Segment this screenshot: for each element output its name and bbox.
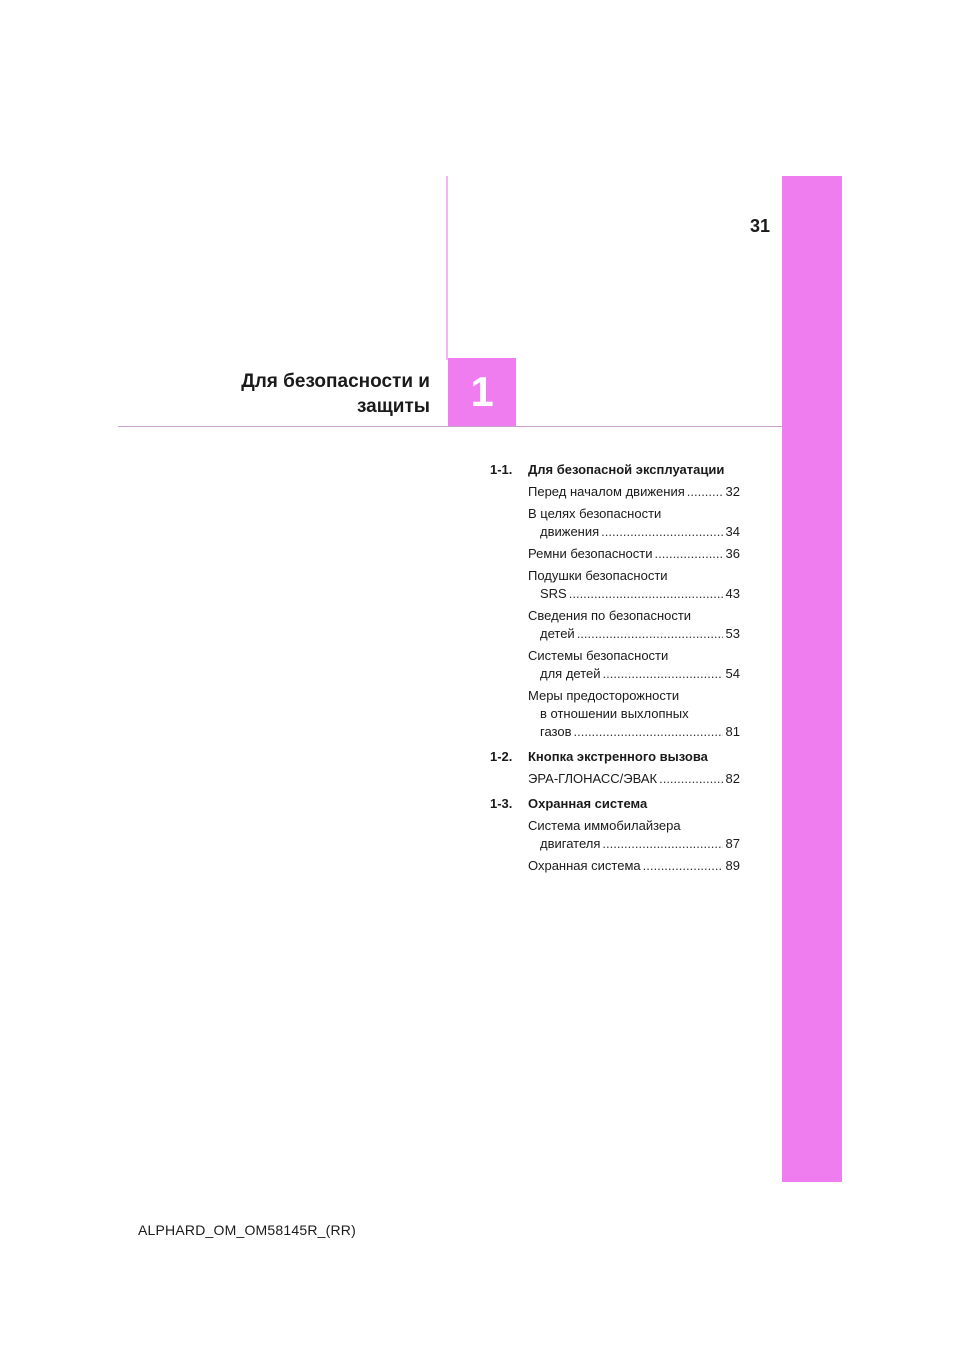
chapter-title: [241, 369, 430, 419]
toc-leader-dots: [574, 723, 723, 741]
toc-entry-title: для детей: [540, 666, 601, 681]
toc-entry-title: Ремни безопасности: [528, 546, 653, 561]
toc-section-heading[interactable]: [490, 461, 740, 479]
toc-entry-title: SRS: [540, 586, 567, 601]
toc-entry[interactable]: [528, 567, 740, 603]
toc-entry[interactable]: [528, 770, 740, 788]
toc-entry-page: 87: [725, 836, 740, 851]
toc-leader-dots: [569, 585, 723, 603]
toc-entry-page: 53: [725, 626, 740, 641]
toc-entry-line: В целях безопасности: [528, 506, 662, 521]
toc-entry-title: детей: [540, 626, 575, 641]
toc-entry-title: двигателя: [540, 836, 601, 851]
chapter-number-tab: [448, 358, 516, 426]
toc-section-heading[interactable]: [490, 795, 740, 813]
table-of-contents: [490, 461, 740, 875]
toc-leader-dots: [687, 483, 723, 501]
toc-entry-page: 32: [725, 484, 740, 499]
toc-entry[interactable]: [528, 545, 740, 563]
toc-section-heading[interactable]: [490, 748, 740, 766]
toc-leader-dots: [659, 770, 722, 788]
toc-entry-line: Меры предосторожности: [528, 688, 680, 703]
toc-section-number: 1-1.: [490, 462, 513, 477]
toc-leader-dots: [603, 665, 723, 683]
document-footer-code: ALPHARD_OM_OM58145R_(RR): [138, 1222, 356, 1238]
toc-leader-dots: [602, 835, 722, 853]
horizontal-divider: [118, 426, 782, 427]
toc-entry-title: движения: [540, 524, 600, 539]
toc-entry-title: ЭРА-ГЛОНАСС/ЭВАК: [528, 771, 658, 786]
toc-entry[interactable]: [528, 857, 740, 875]
vertical-divider: [446, 176, 448, 360]
toc-section-title: Для безопасной эксплуатации: [528, 462, 725, 477]
toc-section-title: Охранная система: [528, 796, 648, 811]
toc-entry[interactable]: [528, 817, 740, 853]
toc-entry-page: 43: [725, 586, 740, 601]
toc-entry-title: газов: [540, 724, 572, 739]
toc-entry-list: [490, 483, 740, 741]
toc-entry[interactable]: [528, 647, 740, 683]
toc-entry-page: 81: [725, 724, 740, 739]
toc-entry-line: Система иммобилайзера: [528, 818, 681, 833]
chapter-side-bar: [782, 176, 842, 1182]
toc-entry-page: 54: [725, 666, 740, 681]
toc-entry-page: 34: [725, 524, 740, 539]
page-number: 31: [749, 216, 770, 236]
toc-entry-title: Охранная система: [528, 858, 641, 873]
toc-entry-line: Подушки безопасности: [528, 568, 668, 583]
toc-entry[interactable]: [528, 607, 740, 643]
toc-entry[interactable]: [528, 687, 740, 741]
toc-leader-dots: [643, 857, 723, 875]
toc-section-title: Кнопка экстренного вызова: [528, 749, 708, 764]
toc-entry-title: Перед началом движения: [528, 484, 685, 499]
toc-entry-line: Системы безопасности: [528, 648, 669, 663]
toc-entry-page: 82: [725, 771, 740, 786]
toc-entry-page: 36: [725, 546, 740, 561]
toc-leader-dots: [577, 625, 723, 643]
toc-entry[interactable]: [528, 483, 740, 501]
toc-entry-line: Сведения по безопасности: [528, 608, 692, 623]
toc-entry-list: [490, 817, 740, 875]
toc-entry[interactable]: [528, 505, 740, 541]
toc-entry-list: [490, 770, 740, 788]
toc-section-number: 1-3.: [490, 796, 513, 811]
chapter-number: 1: [470, 368, 494, 415]
toc-entry-page: 89: [725, 858, 740, 873]
toc-entry-line: в отношении выхлопных: [540, 706, 689, 721]
toc-leader-dots: [655, 545, 723, 563]
toc-leader-dots: [601, 523, 722, 541]
chapter-title-line-1: Для безопасности и: [241, 371, 430, 392]
toc-section-number: 1-2.: [490, 749, 513, 764]
chapter-title-line-2: защиты: [356, 396, 430, 417]
